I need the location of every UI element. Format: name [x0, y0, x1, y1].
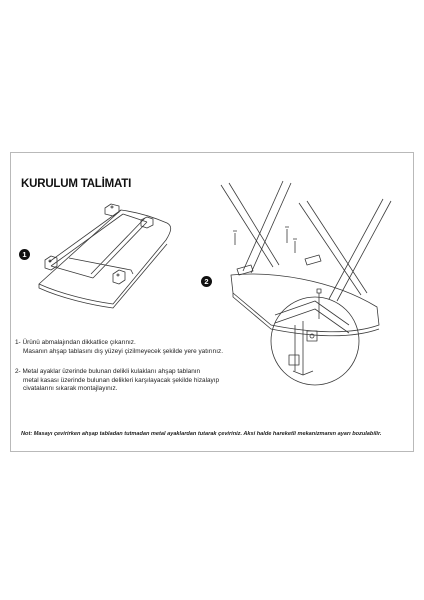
step-2-line-3: civatalarını sıkarak montajlayınız.	[23, 385, 118, 393]
instruction-sheet	[10, 152, 414, 452]
step-1-badge: 1	[19, 249, 30, 260]
step-2-badge: 2	[201, 276, 212, 287]
step-1-text	[15, 339, 223, 356]
page-title: KURULUM TALİMATI	[21, 178, 132, 190]
step-1-line-2: Masanın ahşap tablasını dış yüzeyi çizilmeyecek şekilde yere yatırınız.	[23, 347, 223, 355]
figure-table-top	[21, 198, 191, 318]
step-2-line-2: metal kasası üzerinde bulunan delikleri karşılayacak şekilde hizalayıp	[23, 376, 220, 384]
step-2-line-1: 2- Metal ayaklar üzerinde bulunan delikli kulaklarıı ahşap tablanın	[15, 368, 201, 375]
figure-leg-assembly	[211, 175, 411, 390]
warning-note: Not: Masayı çevirirken ahşap tabladan tutmadan metal ayaklardan tutarak çeviriniz. Aksi halde hareketli mekanizmanın ayarı bozulabilir.	[21, 431, 382, 437]
step-2-text	[15, 368, 219, 394]
step-1-line-1: 1- Ürünü abmalajından dikkatlice çıkarınız.	[15, 339, 136, 346]
